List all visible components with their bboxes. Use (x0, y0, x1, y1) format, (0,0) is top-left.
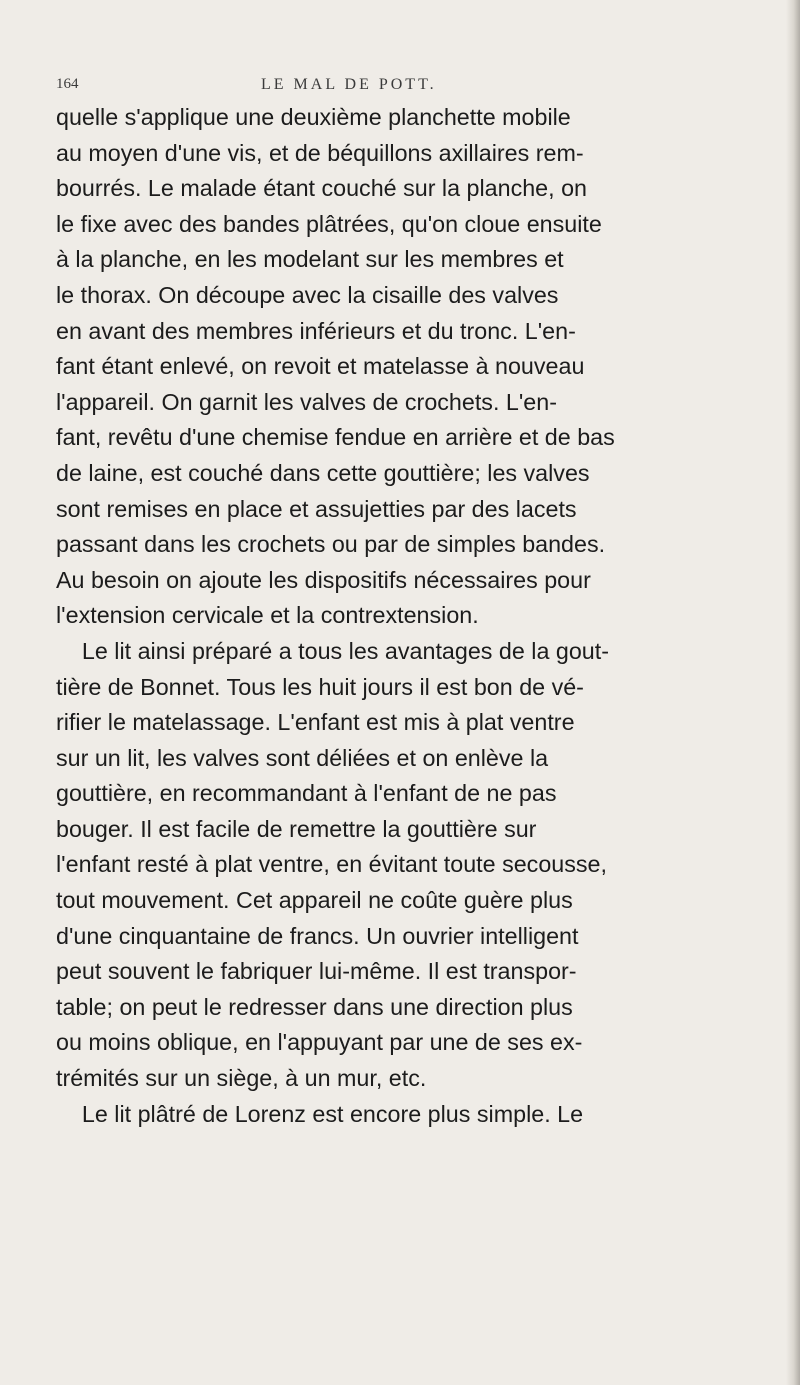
text-line: l'appareil. On garnit les valves de crochets. L'en- (56, 388, 557, 415)
text-line: gouttière, en recommandant à l'enfant de ne pas (56, 780, 557, 807)
text-line: quelle s'applique une deuxième planchette mobile (56, 104, 571, 130)
text-line: tout mouvement. Cet appareil ne coûte guère plus (56, 887, 573, 914)
text-line: bourrés. Le malade étant couché sur la planche, on (56, 175, 587, 202)
text-line: peut souvent le fabriquer lui-même. Il est transpor- (56, 958, 577, 985)
text-line: sur un lit, les valves sont déliées et on enlève la (56, 744, 549, 771)
text-line: fant, revêtu d'une chemise fendue en arrière et de bas (56, 424, 615, 451)
text-line: passant dans les crochets ou par de simples bandes. (56, 531, 606, 558)
text-line: bouger. Il est facile de remettre la gouttière sur (56, 815, 537, 842)
text-line: sont remises en place et assujetties par des lacets (56, 495, 577, 522)
paragraph-start-line: Le lit ainsi préparé a tous les avantages de la gout- (56, 637, 609, 664)
paragraph-start-line: Le lit plâtré de Lorenz est encore plus simple. Le (56, 1100, 584, 1127)
text-line: à la planche, en les modelant sur les membres et (56, 246, 564, 273)
text-line: Au besoin on ajoute les dispositifs nécessaires pour (56, 566, 591, 593)
body-text (56, 100, 756, 1132)
text-line: fant étant enlevé, on revoit et matelasse à nouveau (56, 353, 585, 380)
text-line: rifier le matelassage. L'enfant est mis à plat ventre (56, 709, 575, 736)
text-line: le fixe avec des bandes plâtrées, qu'on cloue ensuite (56, 210, 602, 237)
text-line: de laine, est couché dans cette gouttière; les valves (56, 459, 590, 486)
page-edge-shadow (786, 0, 800, 1385)
text-line: l'extension cervicale et la contrextension. (56, 602, 479, 629)
text-line: table; on peut le redresser dans une direction plus (56, 993, 573, 1020)
running-head: LE MAL DE POTT. (261, 76, 437, 93)
text-line: ou moins oblique, en l'appuyant par une de ses ex- (56, 1029, 583, 1056)
text-line: l'enfant resté à plat ventre, en évitant toute secousse, (56, 851, 607, 878)
text-line: au moyen d'une vis, et de béquillons axillaires rem- (56, 139, 584, 166)
page-number: 164 (56, 76, 79, 92)
text-line: trémités sur un siège, à un mur, etc. (56, 1065, 427, 1092)
text-line: en avant des membres inférieurs et du tronc. L'en- (56, 317, 576, 344)
text-line: tière de Bonnet. Tous les huit jours il est bon de vé- (56, 673, 584, 700)
text-line: d'une cinquantaine de francs. Un ouvrier intelligent (56, 922, 579, 949)
text-line: le thorax. On découpe avec la cisaille des valves (56, 281, 559, 308)
